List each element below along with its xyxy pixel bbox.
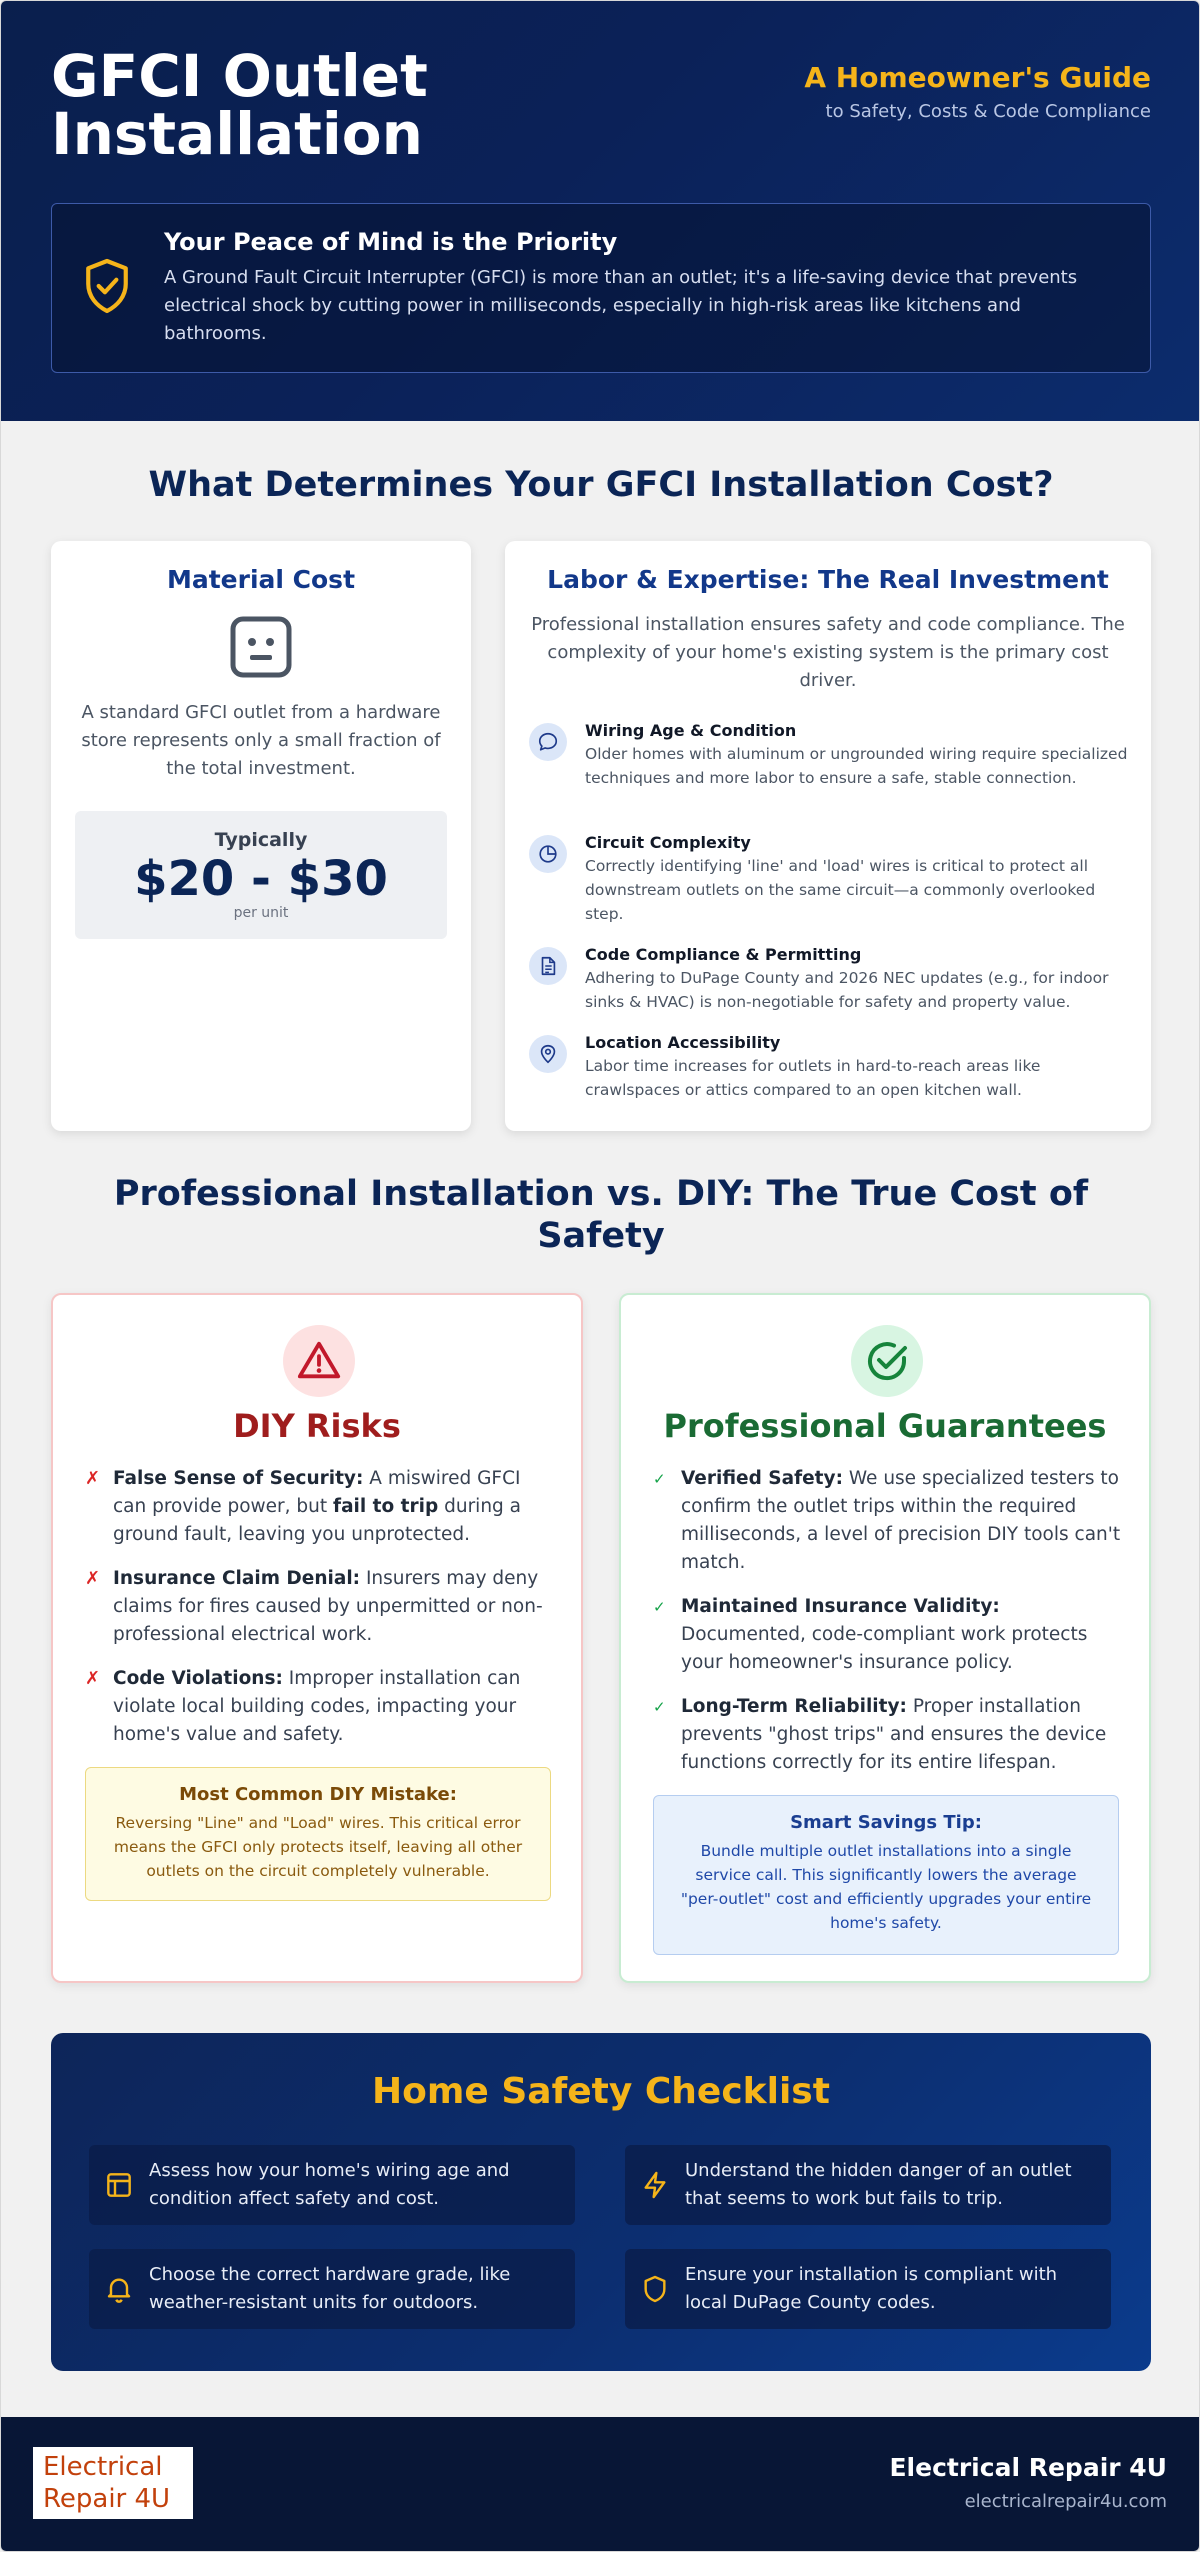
labor-intro: Professional installation ensures safety and code compliance. The complexity of your home's existing system is the primary cost driver.: [531, 614, 1125, 691]
item-text: Proper installation prevents "ghost trips" and ensures the device functions correctly for its entire lifespan.: [681, 1696, 1107, 1773]
hero-subtitle-block: [731, 61, 1151, 122]
item-text: We use specialized testers to confirm the outlet trips within the required milliseconds, a level of precision DIY tools can't match.: [681, 1468, 1121, 1573]
checklist-item: [625, 2249, 1111, 2329]
footer: [1, 2417, 1200, 2552]
hero-tagline: to Safety, Costs & Code Compliance: [825, 101, 1151, 122]
logo[interactable]: [33, 2447, 193, 2519]
price-box: [75, 811, 447, 939]
item-label: Maintained Insurance Validity:: [681, 1596, 1000, 1617]
factor-code: [529, 945, 1129, 1014]
material-cost-text: A standard GFCI outlet from a hardware store represents only a small fraction of the total investment.: [81, 702, 441, 779]
item-text: A miswired GFCI can provide power, but: [113, 1468, 521, 1517]
intro-text: A Ground Fault Circuit Interrupter (GFCI) is more than an outlet; it's a life-saving device that prevents electrical shock by cutting power in milliseconds, especially in high-risk areas like kitchens and bathrooms.: [164, 267, 1078, 344]
page-title: GFCI Outlet Installation: [51, 42, 428, 168]
factor-title: Location Accessibility: [585, 1033, 781, 1052]
mistake-title: Most Common DIY Mistake:: [179, 1784, 457, 1805]
logo-text: Electrical Repair 4U: [43, 2452, 171, 2514]
check-mark-icon: ✓: [653, 1598, 666, 1616]
checklist-title: Home Safety Checklist: [372, 2071, 830, 2112]
factor-circuit: [529, 833, 1129, 926]
factor-location: [529, 1033, 1129, 1102]
outlet-icon: [229, 615, 293, 679]
checklist-item: [89, 2145, 575, 2225]
tip-title: Smart Savings Tip:: [790, 1812, 982, 1833]
lightning-icon: [639, 2169, 671, 2201]
bell-icon: [103, 2273, 135, 2305]
factor-title: Code Compliance & Permitting: [585, 945, 862, 964]
shield-icon: [639, 2273, 671, 2305]
checklist-text: Choose the correct hardware grade, like weather-resistant units for outdoors.: [149, 2264, 511, 2313]
factor-text: Older homes with aluminum or ungrounded wiring require specialized techniques and more labor to ensure a safe, stable connection.: [585, 745, 1128, 787]
check-mark-icon: ✓: [653, 1698, 666, 1716]
check-circle-icon: [851, 1325, 923, 1397]
check-mark-icon: ✓: [653, 1470, 666, 1488]
x-mark-icon: ✗: [85, 1568, 101, 1589]
item-label: Insurance Claim Denial:: [113, 1568, 361, 1589]
safety-checklist: [51, 2033, 1151, 2371]
list-item: [85, 1565, 555, 1649]
factor-text: Correctly identifying 'line' and 'load' wires is critical to protect all downstream outlets on the same circuit—a commonly overlooked step.: [585, 857, 1096, 923]
common-mistake-box: [85, 1767, 551, 1901]
checklist-text: Ensure your installation is compliant with local DuPage County codes.: [685, 2264, 1058, 2313]
pro-title: Professional Guarantees: [663, 1407, 1107, 1445]
price-label: Typically: [214, 829, 308, 851]
hero-header: [1, 1, 1200, 421]
intro-title: Your Peace of Mind is the Priority: [164, 228, 618, 256]
labor-title: Labor & Expertise: The Real Investment: [547, 565, 1109, 594]
diy-title: DIY Risks: [233, 1407, 401, 1445]
warning-icon: [283, 1325, 355, 1397]
x-mark-icon: ✗: [85, 1468, 101, 1489]
pro-guarantees-card: [619, 1293, 1151, 1983]
footer-url[interactable]: electricalrepair4u.com: [964, 2491, 1167, 2512]
factor-text: Labor time increases for outlets in hard-to-reach areas like crawlspaces or attics compared to an open kitchen wall.: [585, 1057, 1041, 1099]
list-item: [653, 1465, 1123, 1577]
list-item: [653, 1593, 1123, 1677]
savings-tip-box: [653, 1795, 1119, 1955]
chat-bubble-icon: [529, 723, 567, 761]
diy-risk-list: [85, 1465, 555, 1765]
list-item: [85, 1465, 555, 1549]
pro-guarantee-list: [653, 1465, 1123, 1793]
checklist-text: Assess how your home's wiring age and condition affect safety and cost.: [149, 2160, 510, 2209]
layout-icon: [103, 2169, 135, 2201]
item-emphasis: fail to trip: [333, 1496, 439, 1517]
price-unit: per unit: [233, 905, 289, 921]
map-pin-icon: [529, 1035, 567, 1073]
list-item: [653, 1693, 1123, 1777]
diy-risks-card: [51, 1293, 583, 1983]
hero-subtitle: A Homeowner's Guide: [804, 61, 1151, 94]
labor-card: [505, 541, 1151, 1131]
intro-callout: [51, 203, 1151, 373]
factor-wiring: [529, 721, 1129, 790]
item-label: False Sense of Security:: [113, 1468, 364, 1489]
item-label: Verified Safety:: [681, 1468, 843, 1489]
item-label: Code Violations:: [113, 1668, 283, 1689]
checklist-item: [89, 2249, 575, 2329]
x-mark-icon: ✗: [85, 1668, 101, 1689]
pie-chart-icon: [529, 835, 567, 873]
item-text: Documented, code-compliant work protects your homeowner's insurance policy.: [681, 1624, 1088, 1673]
list-item: [85, 1665, 555, 1749]
cost-section-title: What Determines Your GFCI Installation Cost?: [148, 465, 1054, 505]
material-cost-card: [51, 541, 471, 1131]
comparison-title: Professional Installation vs. DIY: The True Cost of Safety: [113, 1174, 1089, 1256]
item-text: Insurers may deny claims for fires caused by unpermitted or non-professional electrical work.: [113, 1568, 543, 1645]
tip-text: Bundle multiple outlet installations into a single service call. This significantly lowers the average "per-outlet" cost and efficiently upgrades your entire home's safety.: [680, 1842, 1092, 1932]
material-cost-title: Material Cost: [166, 565, 356, 594]
footer-brand: Electrical Repair 4U: [889, 2453, 1167, 2482]
mistake-text: Reversing "Line" and "Load" wires. This critical error means the GFCI only protects itself, leaving all other outlets on the circuit completely vulnerable.: [113, 1814, 523, 1880]
item-text: Improper installation can violate local building codes, impacting your home's value and safety.: [113, 1668, 521, 1745]
item-label: Long-Term Reliability:: [681, 1696, 907, 1717]
document-icon: [529, 947, 567, 985]
price-value: $20 - $30: [134, 851, 388, 907]
checklist-text: Understand the hidden danger of an outlet that seems to work but fails to trip.: [685, 2160, 1072, 2209]
shield-check-icon: [82, 256, 132, 316]
factor-text: Adhering to DuPage County and 2026 NEC updates (e.g., for indoor sinks & HVAC) is non-negotiable for safety and property value.: [585, 969, 1109, 1011]
factor-title: Circuit Complexity: [585, 833, 751, 852]
checklist-item: [625, 2145, 1111, 2225]
factor-title: Wiring Age & Condition: [585, 721, 797, 740]
item-text: during a ground fault, leaving you unprotected.: [113, 1496, 521, 1545]
